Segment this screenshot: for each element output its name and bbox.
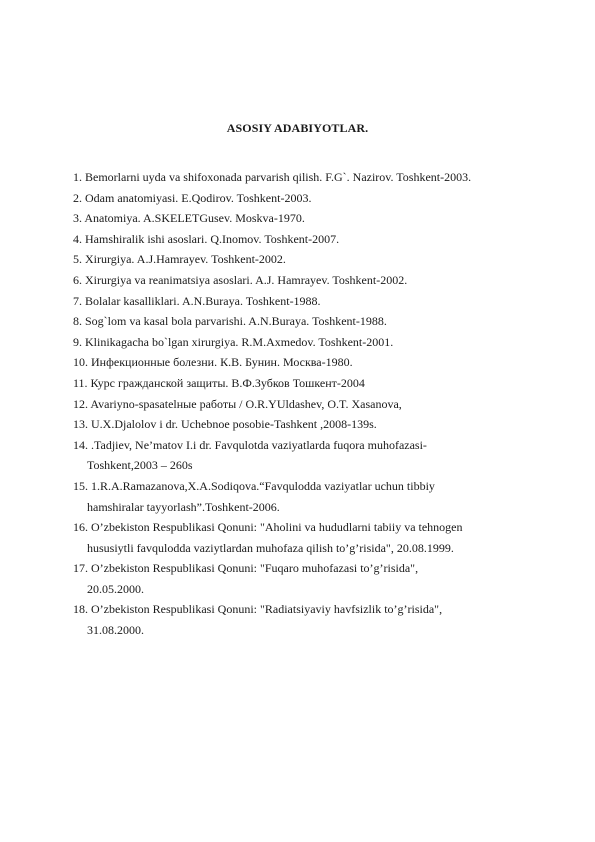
reference-text-continuation: 20.05.2000. <box>87 581 144 596</box>
reference-item <box>73 229 593 250</box>
reference-text-continuation: Toshkent,2003 – 260s <box>87 458 193 473</box>
reference-text: 3. Anatomiya. A.SKELETGusev. Moskva-1970. <box>73 211 305 226</box>
reference-text: 9. Klinikagacha bo`lgan xirurgiya. R.M.Axmedov. Toshkent-2001. <box>73 334 394 349</box>
reference-item <box>73 249 593 270</box>
reference-text: 17. O’zbekiston Respublikasi Qonuni: "Fuqaro muhofazasi to’g’risida", <box>73 561 419 576</box>
reference-list <box>73 167 593 641</box>
reference-text: 18. O’zbekiston Respublikasi Qonuni: "Radiatsiyaviy havfsizlik to’g’risida", <box>73 602 443 617</box>
reference-text: 15. 1.R.A.Ramazanova,X.A.Sodiqova.“Favqulodda vaziyatlar uchun tibbiy <box>73 478 435 493</box>
reference-text: 4. Hamshiralik ishi asoslari. Q.Inomov. Toshkent-2007. <box>73 231 340 246</box>
reference-item <box>73 476 593 517</box>
reference-item <box>73 394 593 415</box>
reference-item <box>73 352 593 373</box>
reference-text: 6. Xirurgiya va reanimatsiya asoslari. A.J. Hamrayev. Toshkent-2002. <box>73 272 408 287</box>
page-title: ASOSIY ADABIYOTLAR. <box>226 121 369 135</box>
reference-item <box>73 373 593 394</box>
reference-item <box>73 414 593 435</box>
reference-item <box>73 208 593 229</box>
reference-item <box>73 270 593 291</box>
reference-text-continuation: hususiytli favqulodda vaziytlardan muhofaza qilish to’g’risida", 20.08.1999. <box>87 540 454 555</box>
reference-item <box>73 517 593 558</box>
reference-item <box>73 435 593 476</box>
reference-text: 11. Курс гражданской защиты. В.Ф.Зубков Тошкент-2004 <box>73 375 365 390</box>
reference-text: 13. U.X.Djalolov i dr. Uchebnoe posobie-Tashkent ,2008-139s. <box>73 417 377 432</box>
reference-item <box>73 167 593 188</box>
reference-item <box>73 558 593 599</box>
reference-item <box>73 332 593 353</box>
reference-item <box>73 188 593 209</box>
reference-text: 10. Инфекционные болезни. К.В. Бунин. Москва-1980. <box>73 355 353 370</box>
reference-text: 1. Bemorlarni uyda va shifoxonada parvarish qilish. F.G`. Nazirov. Toshkent-2003. <box>73 170 472 184</box>
reference-text: 16. O’zbekiston Respublikasi Qonuni: "Aholini va hududlarni tabiiy va tehnogen <box>73 520 463 535</box>
reference-text: 5. Xirurgiya. A.J.Hamrayev. Toshkent-2002. <box>73 252 286 267</box>
reference-item <box>73 599 593 640</box>
reference-text-continuation: 31.08.2000. <box>87 623 144 638</box>
reference-text: 14. .Tadjiev, Ne’matov I.i dr. Favqulotda vaziyatlarda fuqora muhofazasi- <box>73 437 427 452</box>
reference-text-continuation: hamshiralar tayyorlash”.Toshkent-2006. <box>87 499 280 514</box>
reference-text: 12. Avariyno-spasatelные работы / O.R.YUldashev, O.T. Xasanova, <box>73 396 402 411</box>
reference-text: 8. Sog`lom va kasal bola parvarishi. A.N.Buraya. Toshkent-1988. <box>73 314 387 329</box>
reference-item <box>73 291 593 312</box>
reference-item <box>73 311 593 332</box>
reference-text: 2. Odam anatomiyasi. E.Qodirov. Toshkent-2003. <box>73 190 312 205</box>
reference-text: 7. Bolalar kasalliklari. A.N.Buraya. Toshkent-1988. <box>73 293 321 308</box>
